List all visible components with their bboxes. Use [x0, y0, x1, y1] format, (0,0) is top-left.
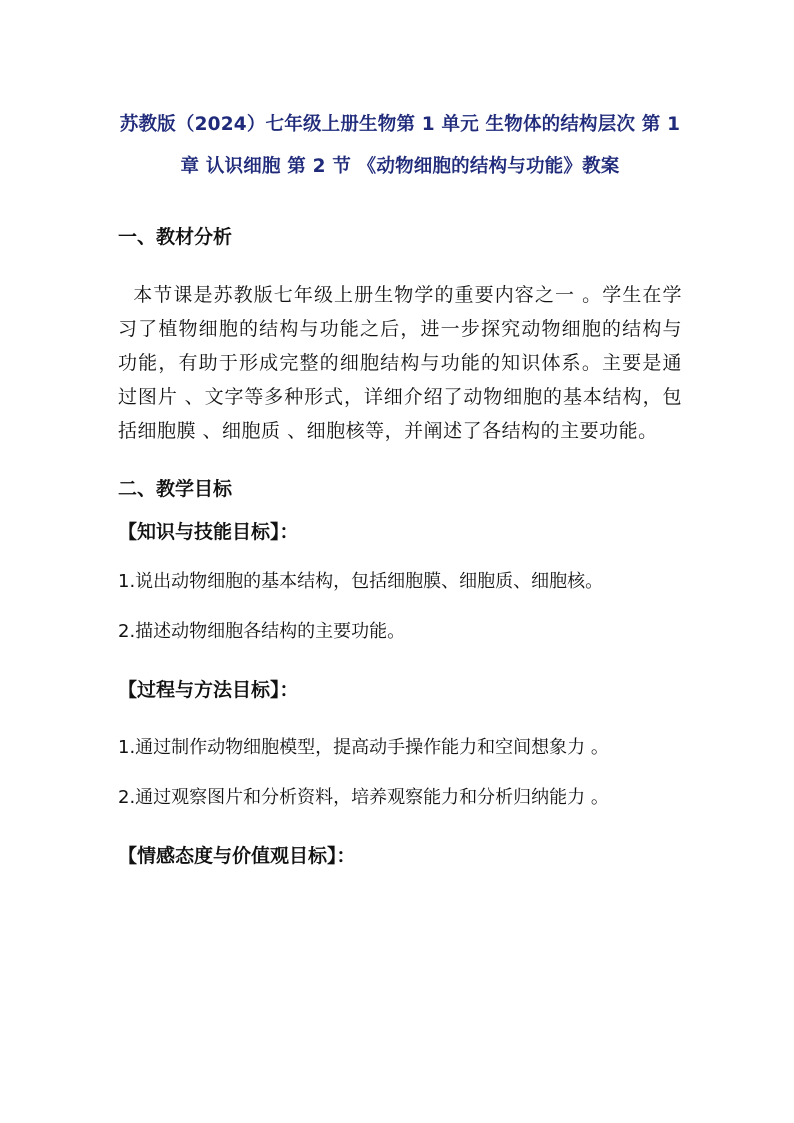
knowledge-skills-goal-label: 【知识与技能目标】： [118, 521, 299, 543]
section-heading-textbook-analysis: 一、教材分析 [118, 226, 233, 248]
knowledge-goal-item: 2.描述动物细胞各结构的主要功能。 [118, 621, 406, 642]
textbook-analysis-paragraph: 本节课是苏教版七年级上册生物学的重要内容之一 。学生在学习了植物细胞的结构与功能之后，进一步探究动物细胞的结构与功能，有助于形成完整的细胞结构与功能的知识体系。主要是通过图片 、文字等多种形式，详细介绍了动物细胞的基本结构，包括细胞膜 、细胞质 、细胞核等，并阐述了各结构的主要功能。 [118, 284, 682, 442]
process-goal-item: 1.通过制作动物细胞模型，提高动手操作能力和空间想象力 。 [118, 737, 609, 758]
section-heading-teaching-goals: 二、教学目标 [118, 478, 233, 500]
process-goal-item: 2.通过观察图片和分析资料，培养观察能力和分析归纳能力 。 [118, 787, 609, 808]
process-method-goal-label: 【过程与方法目标】： [118, 679, 299, 701]
document-title: 苏教版（2024）七年级上册生物第 1 单元 生物体的结构层次 第 1 章 认识细胞 第 2 节 《动物细胞的结构与功能》教案 [119, 114, 681, 177]
knowledge-goal-item: 1.说出动物细胞的基本结构，包括细胞膜、细胞质、细胞核。 [118, 571, 604, 592]
emotion-values-goal-label: 【情感态度与价值观目标】： [118, 845, 356, 867]
